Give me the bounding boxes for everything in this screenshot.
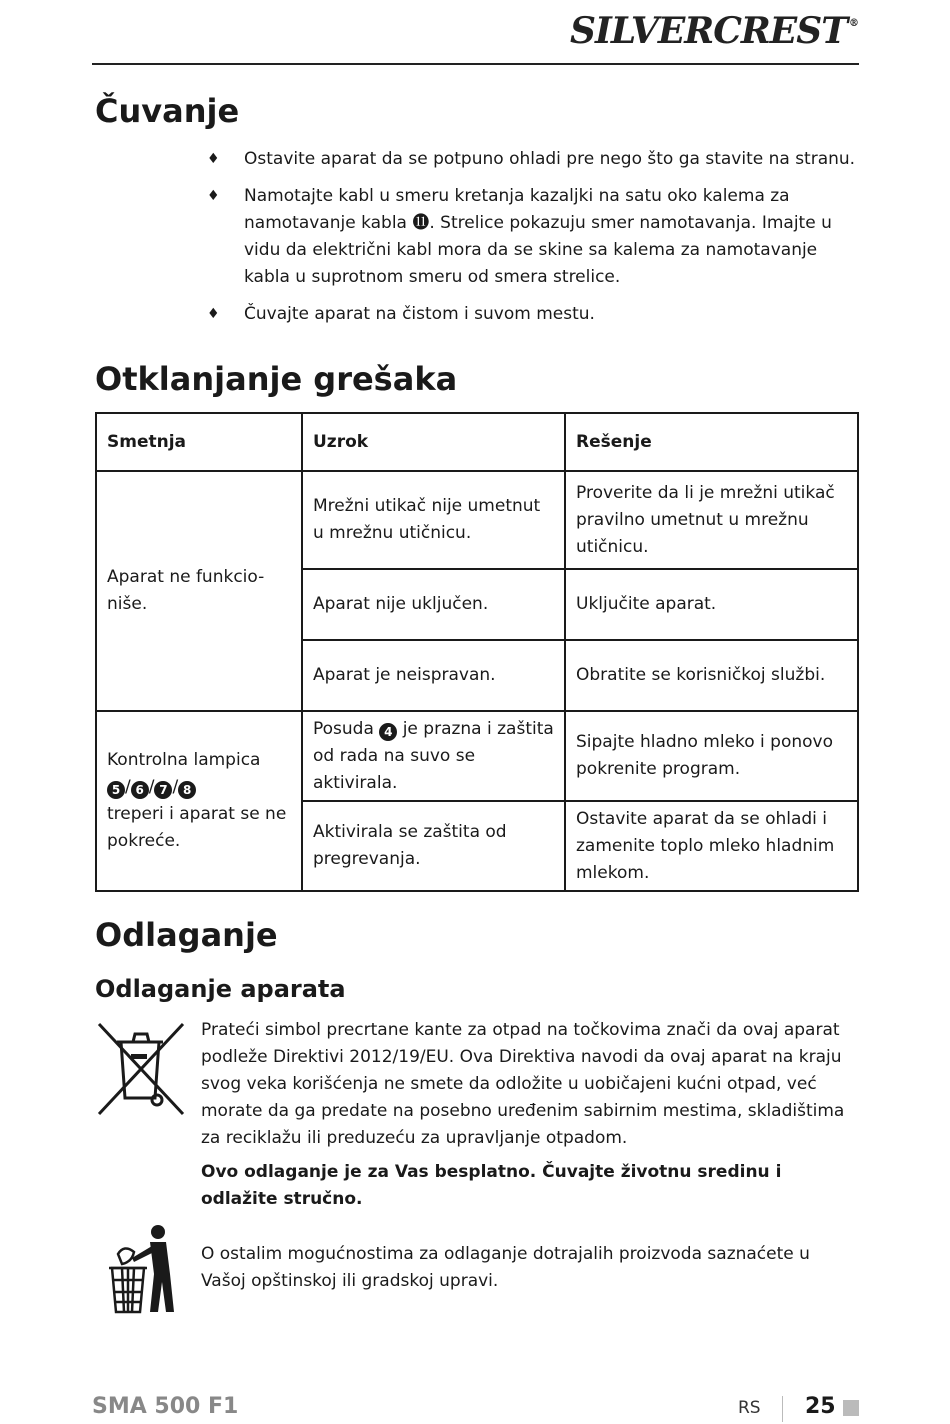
number-badge: 6 [131,781,149,799]
diamond-bullet-icon: ♦ [207,306,220,322]
solution-cell: Uključite aparat. [565,569,858,640]
storage-bullet: ♦ Namotajte kabl u smeru kretanja kazaljki na satu oko kalema za namotavanje kabla ⓫. Strelice pokazuju smer namotavanja. Imajte u vidu da električni kabl mora da se skine sa kalema za namotavanje kabla u suprotnom smeru od smera strelice. [207,183,857,291]
problem-cell: Kontrolna lampica 5 / 6 / 7 / 8 treperi i aparat se ne pokreće. [96,711,302,891]
solution-cell: Proverite da li je mrežni utikač pravilno umetnut u mrežnu utičnicu. [565,471,858,569]
number-badge: 8 [178,781,196,799]
storage-bullet-list [207,146,857,338]
storage-bullet: ♦ Ostavite aparat da se potpuno ohladi pre nego što ga stavite na stranu. [207,146,857,173]
crossed-wheelie-bin-icon [95,1020,187,1118]
table-header-row [96,413,858,471]
solution-cell: Obratite se korisničkoj službi. [565,640,858,711]
cause-cell: Aktivirala se zaštita od pregrevanja. [302,801,565,891]
tidyman-recycle-icon [104,1224,178,1314]
header-rule [92,63,859,65]
table-row [96,711,858,801]
storage-title: Čuvanje [95,92,240,130]
cause-cell: Aparat je neispravan. [302,640,565,711]
page-number: 25 [805,1394,836,1419]
footer-model: SMA 500 F1 [92,1394,239,1419]
cause-cell: Aparat nije uključen. [302,569,565,640]
troubleshooting-table [95,412,859,892]
cause-cell: Mrežni utikač nije umetnut u mrežnu utičnicu. [302,471,565,569]
footer-language: RS [738,1398,761,1418]
problem-cell: Aparat ne funkcio-niše. [96,471,302,711]
number-badge: 5 [107,781,125,799]
disposal-subtitle: Odlaganje aparata [95,975,346,1003]
disposal-info-paragraph: O ostalim mogućnostima za odlaganje dotrajalih proizvoda saznaćete u Vašoj opštinskoj ili gradskoj upravi. [201,1244,810,1291]
column-header: Uzrok [302,413,565,471]
table-row [96,471,858,569]
diamond-bullet-icon: ♦ [207,188,220,204]
solution-cell: Ostavite aparat da se ohladi i zamenite toplo mleko hladnim mlekom. [565,801,858,891]
footer-square-icon [843,1400,859,1416]
registered-mark: ® [849,18,858,29]
solution-cell: Sipajte hladno mleko i ponovo pokrenite program. [565,711,858,801]
disposal-bold-note: Ovo odlaganje je za Vas besplatno. Čuvajte životnu sredinu i odlažite stručno. [201,1162,782,1209]
footer-divider [782,1396,783,1422]
number-badge: 7 [154,781,172,799]
diamond-bullet-icon: ♦ [207,151,220,167]
storage-bullet: ♦ Čuvajte aparat na čistom i suvom mestu. [207,301,857,328]
cause-cell: Posuda 4 je prazna i zaštita od rada na suvo se aktivirala. [302,711,565,801]
column-header: Rešenje [565,413,858,471]
troubleshooting-title: Otklanjanje grešaka [95,360,458,398]
disposal-paragraph: Prateći simbol precrtane kante za otpad na točkovima znači da ovaj aparat podleže Direktivi 2012/19/EU. Ova Direktiva navodi da ovaj aparat na kraju svog veka korišćenja ne smete da odložite u uobičajeni kućni otpad, već morate da ga predate na posebno uređenim sabirnim mestima, skladištima za reciklažu ili preduzeću za upravljanje otpadom. [201,1020,845,1148]
brand-name: SILVERCREST [570,10,847,52]
brand-logo [570,10,858,52]
column-header: Smetnja [96,413,302,471]
number-badge: 4 [379,723,397,741]
disposal-title: Odlaganje [95,916,278,954]
